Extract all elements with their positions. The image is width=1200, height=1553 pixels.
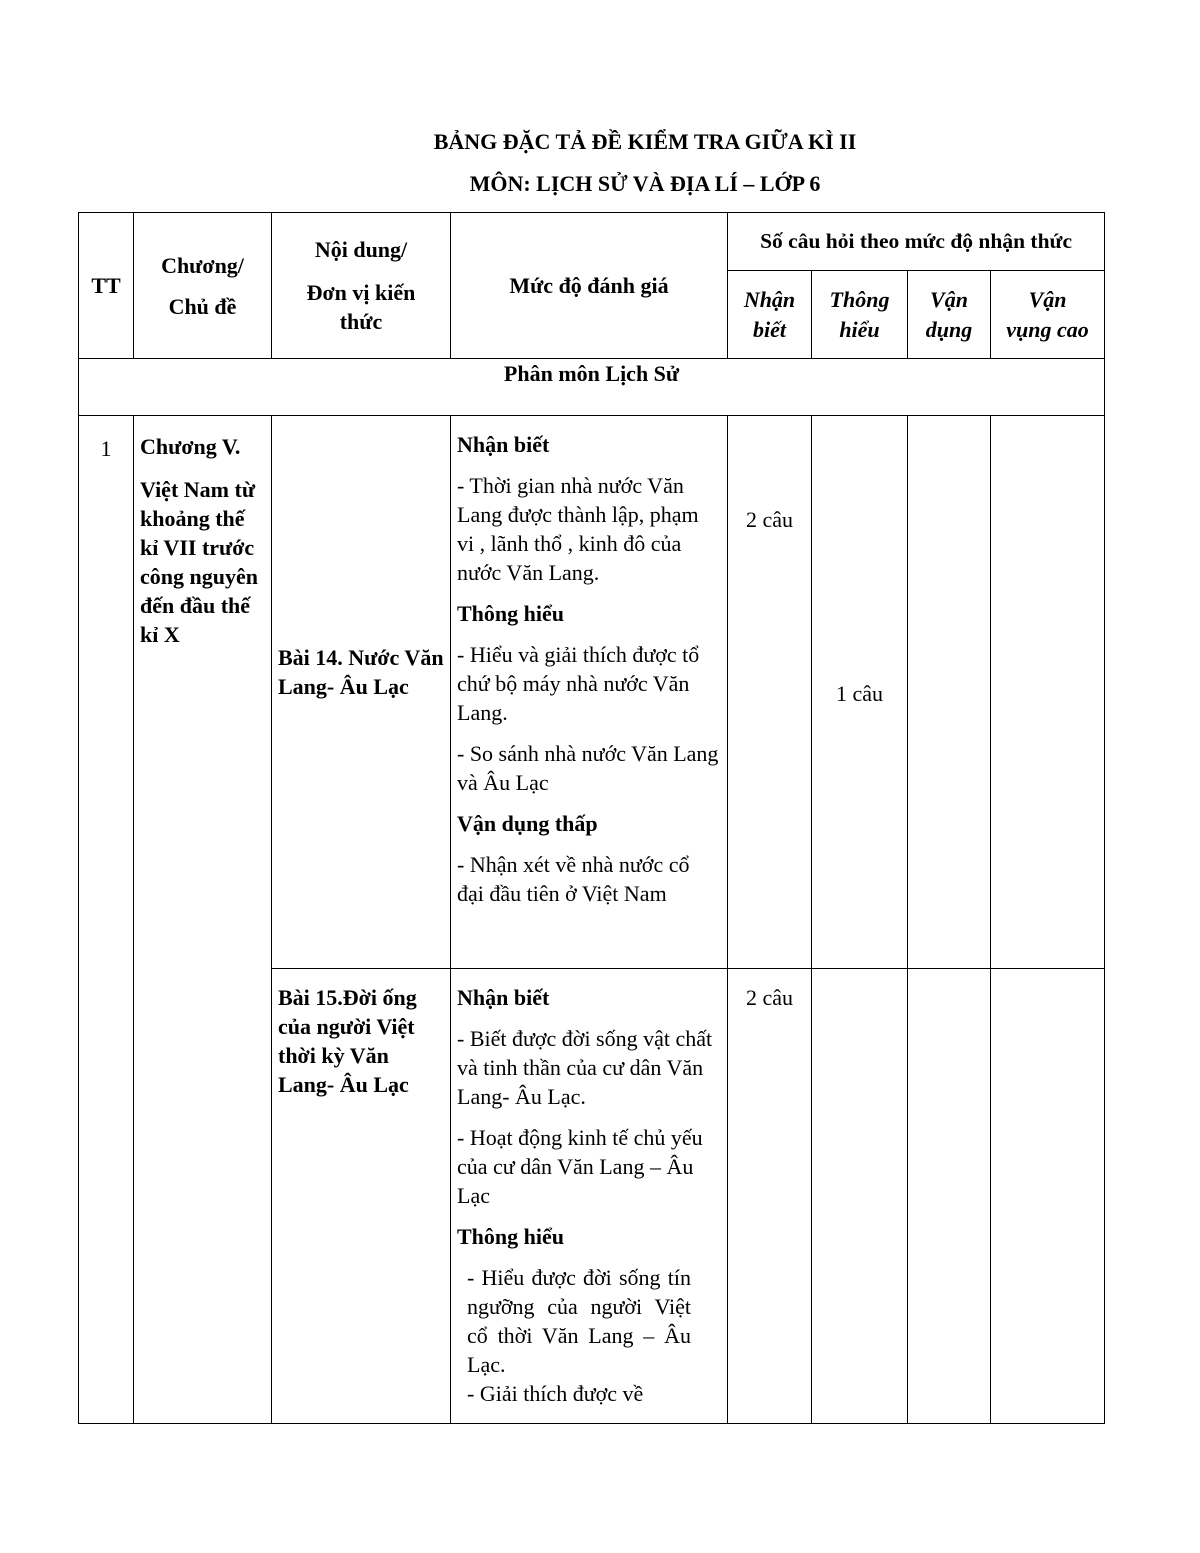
lesson14-assessment <box>451 416 728 969</box>
lesson14-th-item2: - So sánh nhà nước Văn Lang và Âu Lạc <box>457 741 719 795</box>
level-understanding-line2: hiểu <box>839 316 880 342</box>
lesson14-th-item1: - Hiểu và giải thích được tổ chứ bộ máy nhà nước Văn Lang. <box>457 642 700 725</box>
header-assessment: Mức độ đánh giá <box>451 213 728 359</box>
lesson14-nb-title: Nhận biết <box>457 432 550 457</box>
header-level-high-application <box>991 271 1105 359</box>
chapter-description: Việt Nam từ khoảng thế kỉ VII trước công nguyên đến đầu thế kỉ X <box>140 477 258 647</box>
lesson15-nb-item1: - Biết được đời sống vật chất và tinh thần của cư dân Văn Lang- Âu Lạc. <box>457 1026 713 1109</box>
level-application-line1: Vận <box>930 286 968 312</box>
lesson14-nb-item1: - Thời gian nhà nước Văn Lang được thành lập, phạm vi , lãnh thổ , kinh đô của nước Văn Lang. <box>457 473 699 585</box>
document-title: BẢNG ĐẶC TẢ ĐỀ KIỂM TRA GIỮA KÌ II <box>433 129 857 154</box>
header-content <box>272 213 451 359</box>
lesson15-vdc-count <box>991 969 1105 1424</box>
chapter-cell <box>134 416 272 1424</box>
lesson15-th-count <box>812 969 908 1424</box>
lesson14-vd-item1: - Nhận xét về nhà nước cổ đại đầu tiên ở Việt Nam <box>457 852 690 906</box>
lesson15-nb-title: Nhận biết <box>457 985 550 1010</box>
lesson14-nb-count: 2 câu <box>728 416 812 969</box>
row-number: 1 <box>79 416 134 1424</box>
lesson15-assessment <box>451 969 728 1424</box>
lesson15-th-item1: - Hiểu được đời sống tín ngưỡng của người Việt cổ thời Văn Lang – Âu Lạc. <box>467 1265 691 1377</box>
specification-table <box>78 212 1105 1424</box>
lesson15-nb-count: 2 câu <box>728 969 812 1424</box>
lesson14-vd-count <box>908 416 991 969</box>
header-level-recognition <box>728 271 812 359</box>
lesson15-title: Bài 15.Đời ống của người Việt thời kỳ Văn Lang- Âu Lạc <box>278 985 417 1097</box>
level-understanding-line1: Thông <box>829 286 890 312</box>
lesson15-th-item2: - Giải thích được về <box>467 1381 644 1406</box>
level-high-application-line1: Vận <box>1028 286 1067 312</box>
lesson14-cell <box>272 416 451 969</box>
lesson14-th-title: Thông hiểu <box>457 601 564 626</box>
header-question-count: Số câu hỏi theo mức độ nhận thức <box>728 213 1105 271</box>
level-recognition-line2: biết <box>753 316 786 342</box>
level-application-line2: dụng <box>925 316 973 342</box>
header-chapter-line2: Chủ đề <box>168 293 237 319</box>
header-content-line3: thức <box>339 309 383 334</box>
lesson14-th-count: 1 câu <box>812 416 908 969</box>
lesson15-vd-count <box>908 969 991 1424</box>
level-high-application-line2: vụng cao <box>1006 316 1089 342</box>
header-content-line1: Nội dung/ <box>314 237 408 262</box>
header-level-understanding <box>812 271 908 359</box>
section-label: Phân môn Lịch Sử <box>79 359 1105 416</box>
lesson15-cell <box>272 969 451 1424</box>
header-tt: TT <box>79 213 134 359</box>
header-row-1 <box>79 213 1105 271</box>
chapter-heading: Chương V. <box>140 434 241 459</box>
section-row <box>79 359 1105 416</box>
header-level-application <box>908 271 991 359</box>
table-row-lesson14 <box>79 416 1105 969</box>
lesson14-vdc-count <box>991 416 1105 969</box>
level-recognition-line1: Nhận <box>743 286 796 312</box>
lesson15-nb-item2: - Hoạt động kinh tế chủ yếu của cư dân Văn Lang – Âu Lạc <box>457 1125 703 1208</box>
document-subtitle: MÔN: LỊCH SỬ VÀ ĐỊA LÍ – LỚP 6 <box>469 171 821 196</box>
lesson14-vd-title: Vận dụng thấp <box>457 811 598 836</box>
lesson15-th-title: Thông hiểu <box>457 1224 564 1249</box>
header-chapter-line1: Chương/ <box>161 252 244 278</box>
header-content-line2: Đơn vị kiến <box>306 280 416 305</box>
lesson14-title: Bài 14. Nước Văn Lang- Âu Lạc <box>278 645 444 699</box>
header-chapter <box>134 213 272 359</box>
